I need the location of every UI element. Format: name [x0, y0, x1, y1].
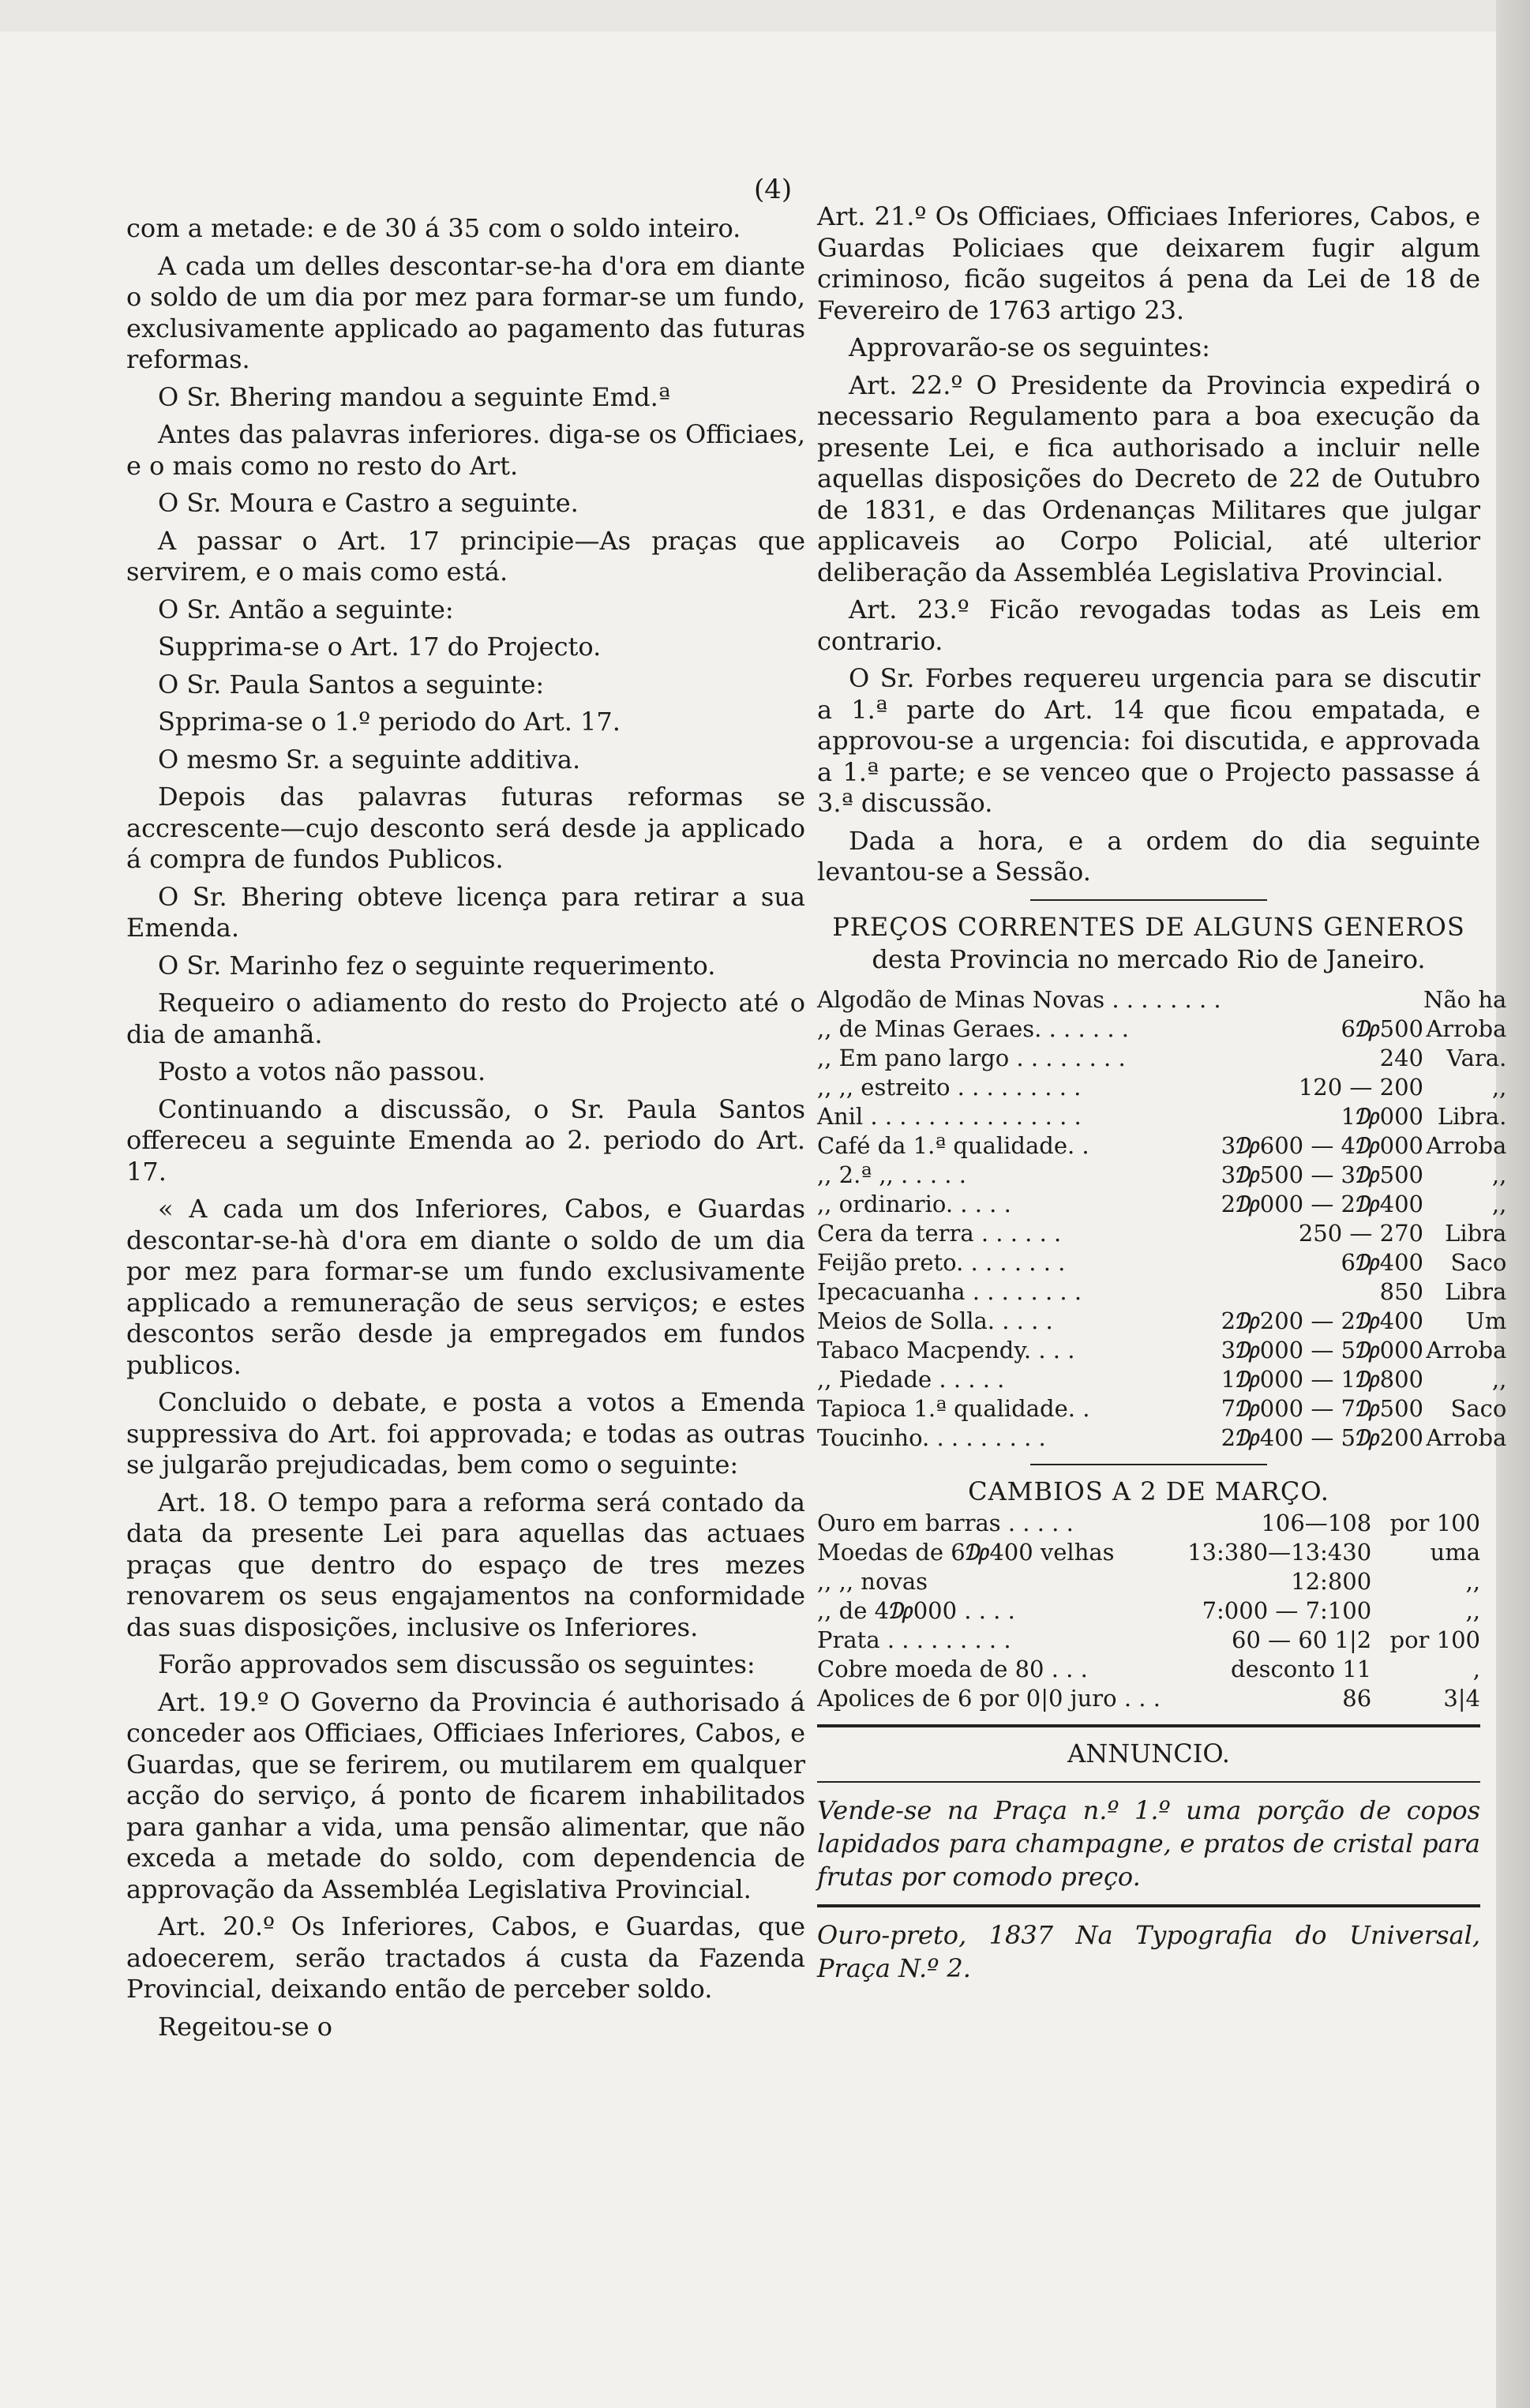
cell-unit: Arroba [1426, 1336, 1507, 1363]
cell-unit: Não ha [1423, 985, 1507, 1013]
paragraph: Antes das palavras inferiores. diga-se os Officiaes, e o mais como no resto do Art. [126, 419, 805, 481]
cell-name: Algodão de Minas Novas . . . . . . . . [817, 985, 1221, 1013]
cell-name: ,, Piedade . . . . . [817, 1365, 1005, 1393]
cell-unit: Libra [1445, 1277, 1507, 1305]
right-column [817, 201, 1507, 1985]
cell-unit: , [1472, 1656, 1480, 1682]
annuncio-text: Vende-se na Praça n.º 1.º uma porção de copos lapidados para champagne, e pratos de cristal para frutas por comodo preço. [817, 1795, 1480, 1892]
cell-unit: Arroba [1426, 1423, 1507, 1451]
cell-unit: ,, [1491, 1161, 1507, 1188]
table-row [817, 985, 1506, 1015]
cell-value: 1₯000 [1341, 1102, 1423, 1130]
cell-name: Ouro em barras . . . . . [817, 1510, 1074, 1536]
paragraph: A passar o Art. 17 principie—As praças que servirem, e o mais como está. [126, 525, 805, 587]
cell-name: ,, 2.ª ,, . . . . . [817, 1161, 966, 1188]
table-row [817, 1509, 1480, 1538]
table-row [817, 1277, 1506, 1307]
cell-value: 250 — 270 [1298, 1219, 1423, 1247]
table-row [817, 1219, 1506, 1248]
table-row [817, 1336, 1506, 1365]
cell-unit: Saco [1450, 1394, 1507, 1422]
cell-value: 120 — 200 [1298, 1073, 1423, 1101]
cell-name: ,, ordinario. . . . . [817, 1190, 1011, 1217]
cell-unit: Vara. [1446, 1044, 1507, 1071]
cambios-title: CAMBIOS A 2 DE MARÇO. [968, 1476, 1329, 1506]
page-number: (4) [754, 174, 793, 205]
cell-unit: ,, [1465, 1568, 1480, 1595]
table-row [817, 1044, 1506, 1073]
cell-value: 106—108 [1261, 1510, 1372, 1536]
paragraph: Depois das palavras futuras reformas se accrescente—cujo desconto será desde ja applicado á compra de fundos Publicos. [126, 782, 805, 874]
paragraph: O Sr. Moura e Castro a seguinte. [158, 488, 579, 518]
cell-name: Meios de Solla. . . . . [817, 1307, 1053, 1334]
cell-unit: 3|4 [1443, 1685, 1480, 1712]
right-column-text [817, 201, 1480, 888]
prices-title: PREÇOS CORRENTES DE ALGUNS GENEROS [832, 911, 1465, 942]
paragraph: Supprima-se o Art. 17 do Projecto. [158, 632, 602, 662]
cell-unit: Libra [1445, 1219, 1507, 1247]
table-row [817, 1248, 1506, 1277]
cell-name: Apolices de 6 por 0|0 juro . . . [817, 1685, 1161, 1712]
cell-value: 86 [1342, 1685, 1372, 1712]
cell-name: Prata . . . . . . . . . [817, 1626, 1011, 1653]
cell-name: Cera da terra . . . . . . [817, 1219, 1062, 1247]
table-row [817, 1190, 1506, 1219]
cell-unit: por 100 [1389, 1626, 1480, 1653]
paragraph: Concluido o debate, e posta a votos a Emenda suppressiva do Art. foi approvada; e todas as outras se julgarão prejudicadas, bem como o seguinte: [126, 1387, 805, 1480]
cell-value [1221, 985, 1423, 1015]
paragraph: Forão approvados sem discussão os seguintes: [158, 1649, 756, 1679]
cell-name: Moedas de 6₯400 velhas [817, 1539, 1115, 1566]
cell-value: desconto 11 [1230, 1656, 1372, 1682]
table-row [817, 1538, 1480, 1567]
section-divider [1030, 899, 1267, 901]
section-divider [817, 1904, 1480, 1907]
table-row [817, 1596, 1480, 1626]
cell-value: 6₯400 [1341, 1248, 1423, 1276]
cell-unit: ,, [1491, 1190, 1507, 1217]
cell-name: ,, ,, novas [817, 1568, 928, 1595]
table-row [817, 1567, 1480, 1596]
paragraph: Spprima-se o 1.º periodo do Art. 17. [158, 707, 621, 737]
cell-name: ,, de 4₯000 . . . . [817, 1597, 1015, 1624]
paragraph: Continuando a discussão, o Sr. Paula Santos offereceu a seguinte Emenda ao 2. periodo do Art. 17. [126, 1093, 805, 1187]
cell-name: Tapioca 1.ª qualidade. . [817, 1394, 1090, 1422]
cell-value: 2₯000 — 2₯400 [1221, 1190, 1423, 1217]
cell-unit: Saco [1450, 1248, 1507, 1276]
cell-value: 7:000 — 7:100 [1202, 1597, 1372, 1624]
paragraph: O Sr. Marinho fez o seguinte requerimento. [158, 950, 716, 981]
paragraph: Regeitou-se o [158, 2011, 333, 2042]
cell-unit: uma [1430, 1539, 1480, 1566]
paragraph: Art. 18. O tempo para a reforma será contado da data da presente Lei para aquellas das actuaes praças que dentro do espaço de tres mezes renovarem os seus engajamentos na conformidade das suas disposições, inclusive os Inferiores. [126, 1487, 805, 1642]
paragraph: O Sr. Forbes requereu urgencia para se discutir a 1.ª parte do Art. 14 que ficou empatada, e approvou-se a urgencia: foi discutida, e approvada a 1.ª parte; e se venceo que o Projecto passasse á 3.ª discussão. [817, 663, 1480, 818]
prices-subtitle: desta Provincia no mercado Rio de Janeiro. [872, 944, 1426, 974]
paragraph: Requeiro o adiamento do resto do Projecto até o dia de amanhã. [126, 988, 805, 1049]
imprint-footer: Ouro-preto, 1837 Na Typografia do Universal, Praça N.º 2. [817, 1919, 1480, 1983]
cell-value: 2₯400 — 5₯200 [1221, 1423, 1423, 1451]
cell-value: 240 [1379, 1044, 1423, 1071]
left-column [126, 213, 805, 2049]
paragraph: Approvarão-se os seguintes: [849, 332, 1210, 362]
cell-value: 6₯500 [1341, 1015, 1423, 1042]
annuncio-title: ANNUNCIO. [1067, 1738, 1230, 1768]
paragraph: O Sr. Paula Santos a seguinte: [158, 669, 545, 700]
cell-unit: Arroba [1426, 1015, 1507, 1042]
cambios-table [817, 1509, 1480, 1713]
cell-value: 13:380—13:430 [1187, 1539, 1372, 1566]
cell-name: ,, Em pano largo . . . . . . . . [817, 1044, 1126, 1071]
paragraph: O mesmo Sr. a seguinte additiva. [158, 744, 581, 775]
cell-name: Cobre moeda de 80 . . . [817, 1656, 1088, 1682]
table-row [817, 1161, 1506, 1190]
table-row [817, 1073, 1506, 1102]
cell-name: ,, ,, estreito . . . . . . . . . [817, 1073, 1082, 1101]
paragraph: Art. 19.º O Governo da Provincia é authorisado á conceder aos Officiaes, Officiaes Inferiores, Cabos, e Guardas, que se ferirem, ou mutilarem em qualquer acção do serviço, á ponto de ficarem inhabilitados para ganhar a vida, uma pensão alimentar, que não exceda a metade do soldo, com dependencia de approvação da Assembléa Legislativa Provincial. [126, 1686, 805, 1904]
cell-name: Café da 1.ª qualidade. . [817, 1131, 1089, 1159]
cell-name: Ipecacuanha . . . . . . . . [817, 1277, 1082, 1305]
cell-value: 60 — 60 1|2 [1232, 1626, 1372, 1653]
paragraph: O Sr. Bhering mandou a seguinte Emd.ª [158, 381, 670, 412]
table-row [817, 1307, 1506, 1336]
paragraph: Posto a votos não passou. [158, 1056, 486, 1086]
section-divider [817, 1724, 1480, 1727]
paragraph: Art. 22.º O Presidente da Provincia expedirá o necessario Regulamento para a boa execução da presente Lei, e fica authorisado a incluir nelle aquellas disposições do Decreto de 22 de Outubro de 1831, e das Ordenanças Militares que julgar applicaveis ao Corpo Policial, até ulterior deliberação da Assembléa Legislativa Provincial. [817, 369, 1480, 587]
paragraph: Art. 20.º Os Inferiores, Cabos, e Guardas, que adoecerem, serão tractados á custa da Fazenda Provincial, deixando então de perceber soldo. [126, 1911, 805, 2004]
section-divider [817, 1781, 1480, 1783]
table-row [817, 1655, 1480, 1684]
paragraph: com a metade: e de 30 á 35 com o soldo inteiro. [126, 213, 741, 243]
cell-name: Tabaco Macpendy. . . . [817, 1336, 1075, 1363]
table-row [817, 1365, 1506, 1394]
table-row [817, 1015, 1506, 1044]
cell-unit: ,, [1491, 1073, 1507, 1101]
cell-unit: ,, [1465, 1597, 1480, 1624]
table-row [817, 1131, 1506, 1161]
section-divider [1030, 1464, 1267, 1465]
paragraph: Art. 23.º Ficão revogadas todas as Leis em contrario. [817, 594, 1480, 656]
paragraph: Art. 21.º Os Officiaes, Officiaes Inferiores, Cabos, e Guardas Policiaes que deixarem fugir algum criminoso, ficão sugeitos á pena da Lei de 18 de Fevereiro de 1763 artigo 23. [817, 201, 1480, 325]
cell-value: 850 [1379, 1277, 1423, 1305]
cell-unit: por 100 [1389, 1510, 1480, 1536]
paragraph: A cada um delles descontar-se-ha d'ora em diante o soldo de um dia por mez para formar-se um fundo, exclusivamente applicado ao pagamento das futuras reformas. [126, 250, 805, 374]
cell-name: ,, de Minas Geraes. . . . . . . [817, 1015, 1129, 1042]
cell-unit: Um [1465, 1307, 1507, 1334]
paragraph: O Sr. Bhering obteve licença para retirar a sua Emenda. [126, 881, 805, 943]
cell-unit: Arroba [1426, 1131, 1507, 1159]
paragraph: Dada a hora, e a ordem do dia seguinte levantou-se a Sessão. [817, 825, 1480, 887]
table-row [817, 1626, 1480, 1655]
paragraph: « A cada um dos Inferiores, Cabos, e Guardas descontar-se-hà d'ora em diante o soldo de um dia por mez para formar-se um fundo exclusivamente applicado a remuneração de seus serviços; e estes descontos serão desde ja empregados em fundos publicos. [126, 1194, 805, 1380]
cell-unit: ,, [1491, 1365, 1507, 1393]
cell-value: 7₯000 — 7₯500 [1221, 1394, 1423, 1422]
cell-value: 3₯600 — 4₯000 [1221, 1131, 1423, 1159]
table-row [817, 1394, 1506, 1423]
cell-name: Anil . . . . . . . . . . . . . . . [817, 1102, 1082, 1130]
table-row [817, 1102, 1506, 1131]
cell-name: Feijão preto. . . . . . . . [817, 1248, 1066, 1276]
prices-table [817, 985, 1506, 1453]
cell-value: 1₯000 — 1₯800 [1221, 1365, 1423, 1393]
table-row [817, 1423, 1506, 1453]
paragraph: O Sr. Antão a seguinte: [158, 594, 454, 625]
cell-value: 3₯000 — 5₯000 [1221, 1336, 1423, 1363]
cell-value: 2₯200 — 2₯400 [1221, 1307, 1423, 1334]
cell-value: 3₯500 — 3₯500 [1221, 1161, 1423, 1188]
cell-name: Toucinho. . . . . . . . . [817, 1423, 1046, 1451]
cell-unit: Libra. [1437, 1102, 1507, 1130]
table-row [817, 1684, 1480, 1713]
cell-value: 12:800 [1291, 1568, 1372, 1595]
